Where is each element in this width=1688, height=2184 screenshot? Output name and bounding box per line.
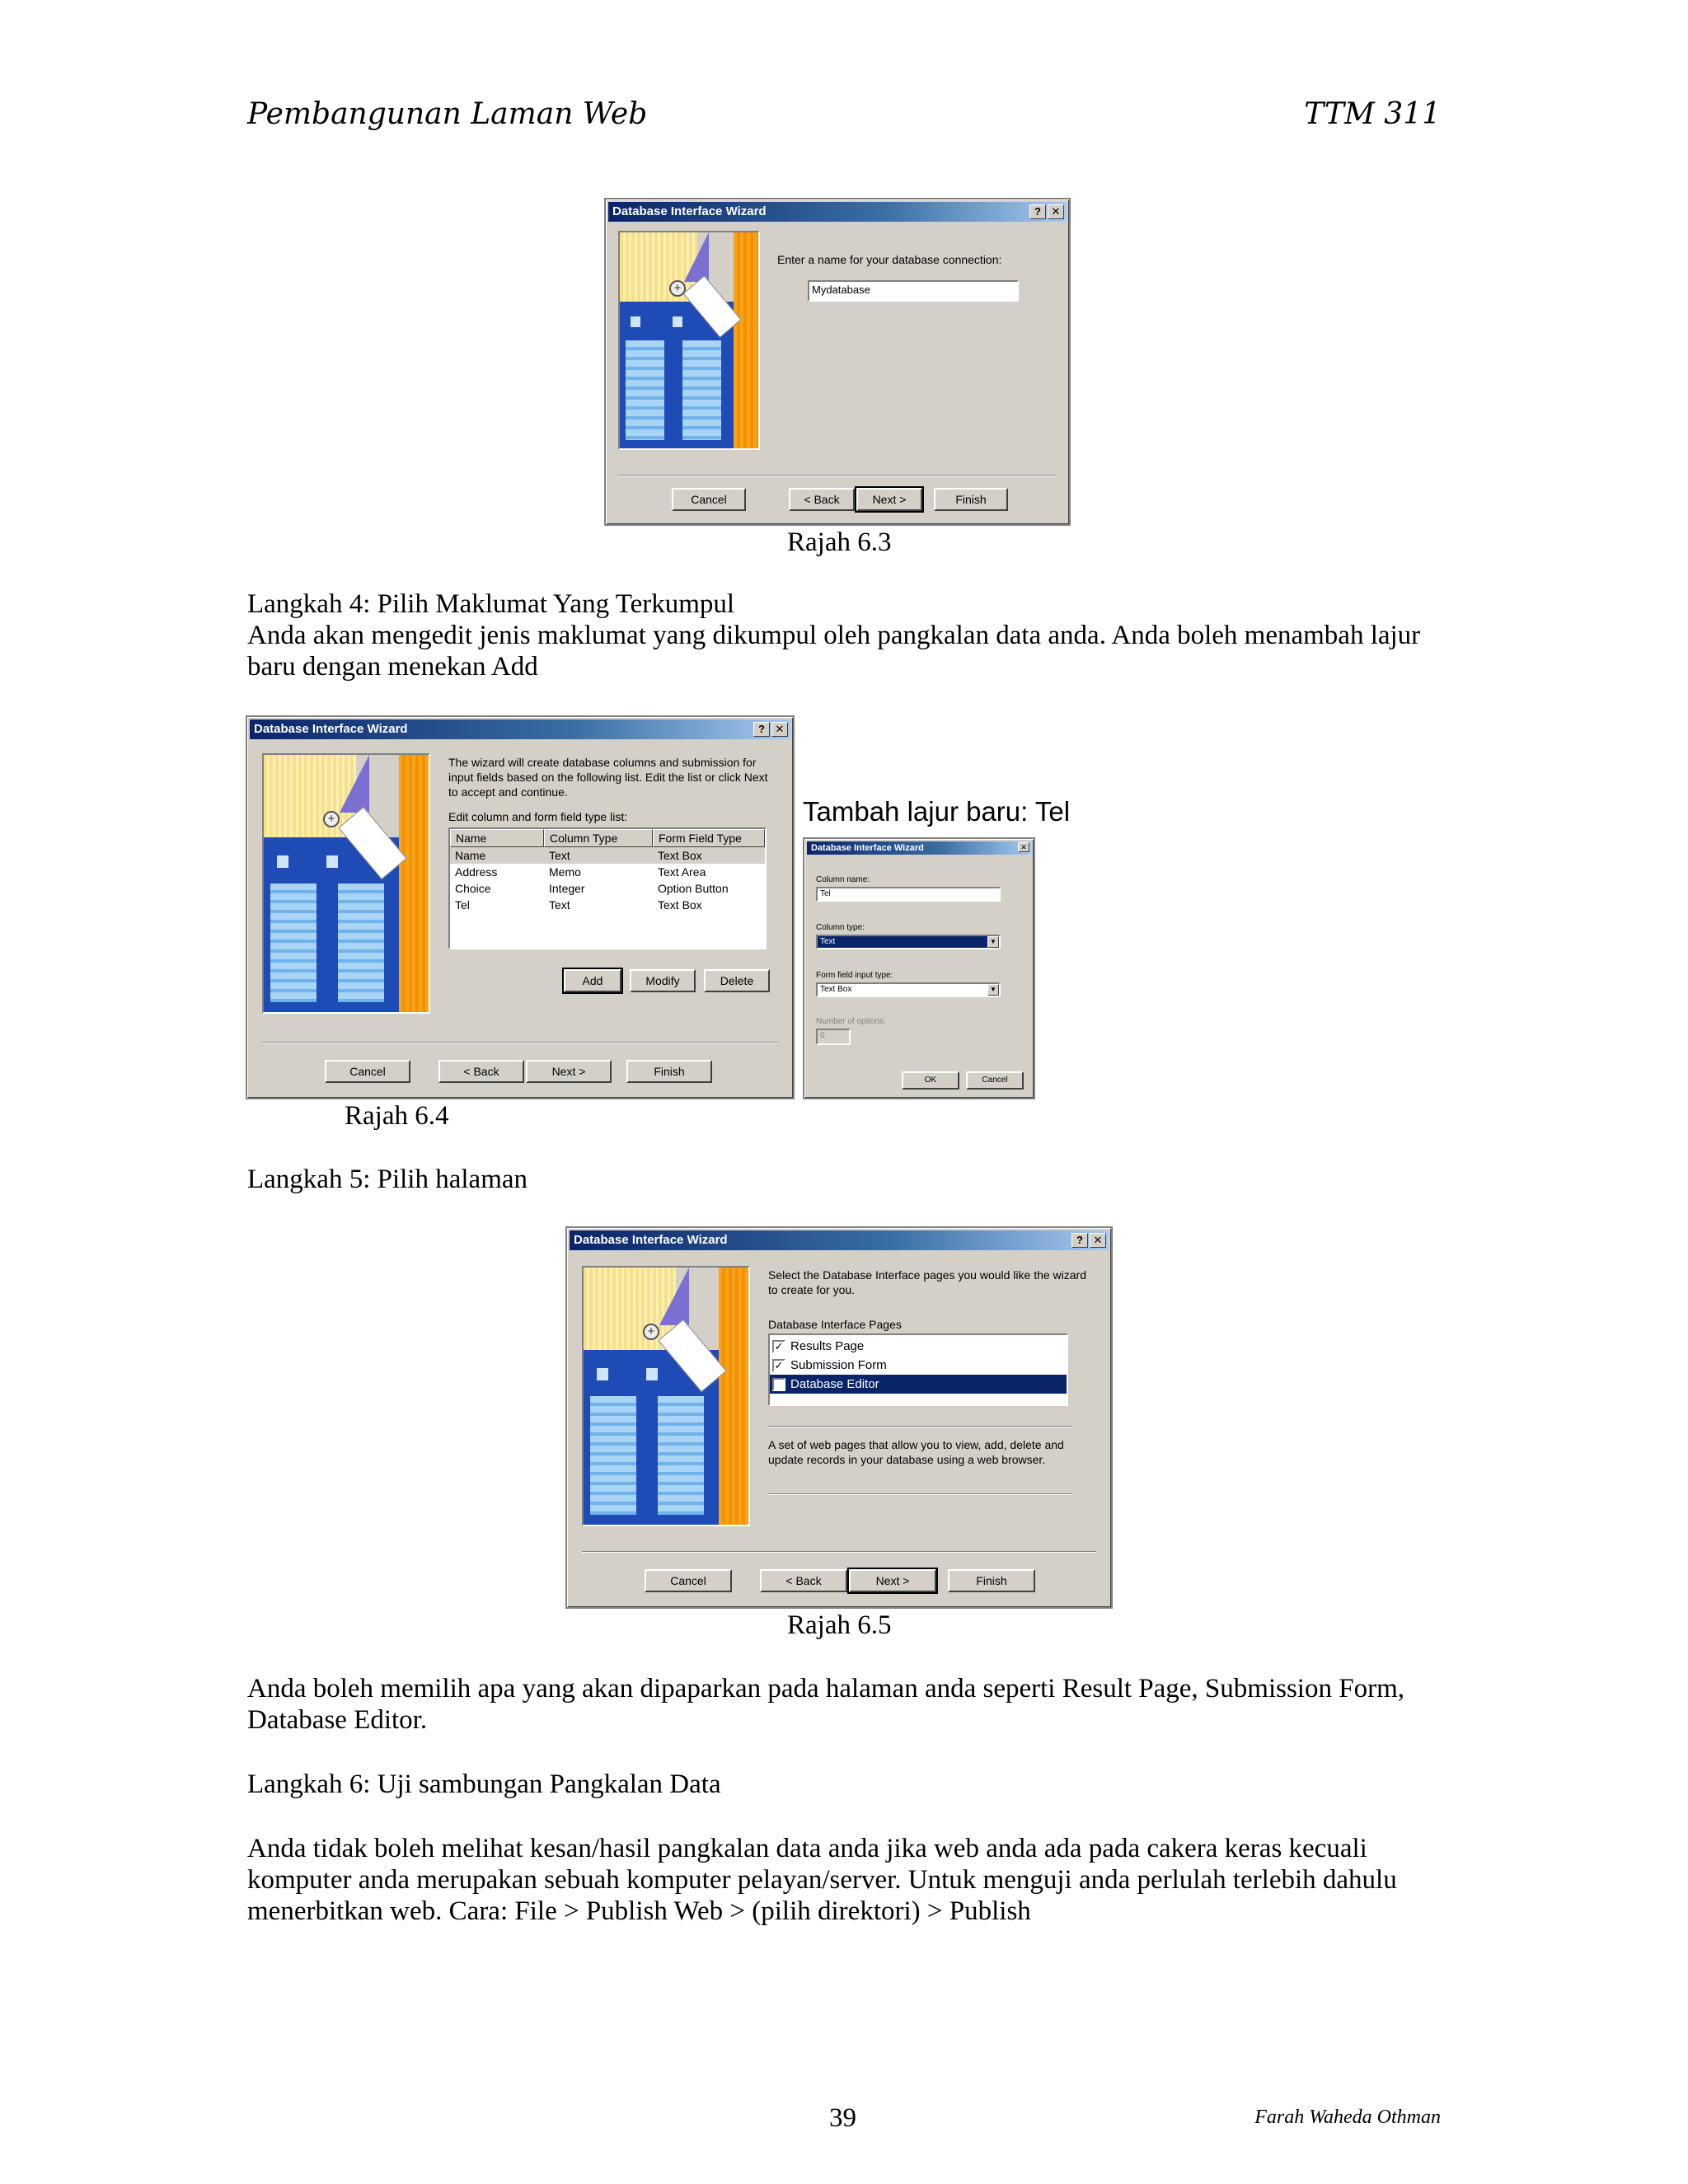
dialog-titlebar: Database Interface Wizard	[250, 719, 790, 739]
help-button[interactable]: ?	[1071, 1233, 1088, 1248]
modify-button[interactable]: Modify	[630, 969, 696, 992]
list-item[interactable]: Address Memo Text Area	[455, 865, 706, 879]
connection-name-prompt: Enter a name for your database connection:	[777, 253, 1002, 266]
close-button[interactable]: ✕	[1090, 1233, 1106, 1248]
pages-group-label: Database Interface Pages	[768, 1318, 902, 1331]
list-item[interactable]: Choice Integer Option Button	[455, 882, 729, 895]
connection-name-input[interactable]: Mydatabase	[808, 280, 1019, 302]
column-header-name[interactable]: Name	[450, 829, 544, 847]
paragraph-page-options: Anda boleh memilih apa yang akan dipaparkan pada halaman anda seperti Result Page, Submission Form, Database Editor.	[247, 1674, 1404, 1735]
page-option-submission[interactable]: ✓ Submission Form	[770, 1356, 1067, 1375]
add-column-dialog	[803, 837, 1035, 1099]
dialog-titlebar: Database Interface Wizard	[608, 202, 1067, 222]
paragraph-publish: Anda tidak boleh melihat kesan/hasil pangkalan data anda jika web anda ada pada cakera keras kecuali komputer anda merupakan sebuah komputer pelayan/server. Untuk menguji anda perlulah terlebih dahulu menerbitkan web. Cara: File > Publish Web > (pilih direktori) > Publish	[247, 1834, 1397, 1926]
column-field-list[interactable]	[448, 827, 767, 949]
step-6-heading: Langkah 6: Uji sambungan Pangkalan Data	[247, 1769, 721, 1799]
help-button[interactable]: ?	[753, 722, 770, 737]
step-5-heading: Langkah 5: Pilih halaman	[247, 1165, 528, 1194]
wizard-dialog-6-5	[565, 1226, 1113, 1609]
back-button[interactable]: < Back	[789, 488, 855, 511]
number-options-label: Number of options:	[816, 1017, 886, 1026]
wizard-illustration: +	[582, 1266, 750, 1526]
finish-button[interactable]: Finish	[948, 1569, 1035, 1592]
next-button[interactable]: Next >	[526, 1060, 612, 1083]
annotation-new-column: Tambah lajur baru: Tel	[803, 796, 1071, 827]
figure-caption-6-3: Rajah 6.3	[787, 527, 892, 557]
form-field-label: Form field input type:	[816, 971, 893, 980]
help-button[interactable]: ?	[1029, 204, 1046, 219]
next-button[interactable]: Next >	[849, 1569, 936, 1592]
column-name-input[interactable]: Tel	[816, 887, 1001, 902]
finish-button[interactable]: Finish	[934, 488, 1008, 511]
column-name-label: Column name:	[816, 875, 870, 884]
checkbox[interactable]: ✓	[772, 1359, 785, 1372]
delete-button[interactable]: Delete	[704, 969, 770, 992]
list-item[interactable]: Name Text Text Box	[450, 847, 765, 864]
pages-checklist[interactable]	[768, 1333, 1068, 1406]
close-button[interactable]: ✕	[1048, 204, 1064, 219]
close-button[interactable]: ✕	[771, 722, 788, 737]
page-option-editor[interactable]: Database Editor	[770, 1375, 1067, 1394]
dropdown-arrow-icon: ▼	[987, 984, 999, 996]
cancel-button[interactable]: Cancel	[966, 1071, 1024, 1090]
footer-author: Farah Waheda Othman	[1254, 2107, 1441, 2128]
checkbox[interactable]	[772, 1378, 785, 1391]
column-header-type[interactable]: Column Type	[544, 829, 653, 847]
dropdown-arrow-icon: ▼	[987, 936, 999, 948]
close-button[interactable]: ✕	[1018, 842, 1029, 852]
page-description: A set of web pages that allow you to view, add, delete and update records in your database using a web browser.	[768, 1438, 1064, 1466]
running-header-title: Pembangunan Laman Web	[247, 97, 648, 131]
figure-caption-6-4: Rajah 6.4	[345, 1101, 449, 1131]
running-header-course: TTM 311	[1304, 97, 1441, 131]
wizard-intro-text: Select the Database Interface pages you would like the wizard to create for you.	[768, 1268, 1087, 1296]
form-field-select[interactable]: Text Box ▼	[816, 982, 1001, 997]
number-options-stepper[interactable]: 0	[816, 1029, 851, 1045]
back-button[interactable]: < Back	[438, 1060, 524, 1083]
page-option-results[interactable]: ✓ Results Page	[770, 1337, 1067, 1356]
list-item[interactable]: Tel Text Text Box	[455, 898, 702, 912]
back-button[interactable]: < Back	[760, 1569, 847, 1592]
add-button[interactable]: Add	[564, 969, 621, 992]
list-label: Edit column and form field type list:	[448, 810, 628, 823]
next-button[interactable]: Next >	[856, 488, 922, 511]
cancel-button[interactable]: Cancel	[672, 488, 746, 511]
page-number: 39	[829, 2103, 856, 2133]
finish-button[interactable]: Finish	[626, 1060, 712, 1083]
wizard-illustration: +	[618, 231, 760, 450]
column-type-label: Column type:	[816, 923, 865, 932]
cancel-button[interactable]: Cancel	[325, 1060, 410, 1083]
wizard-illustration: +	[262, 753, 430, 1014]
cancel-button[interactable]: Cancel	[645, 1569, 732, 1592]
column-type-select[interactable]: Text ▼	[816, 935, 1001, 949]
ok-button[interactable]: OK	[902, 1071, 959, 1090]
step-4-heading: Langkah 4: Pilih Maklumat Yang Terkumpul	[247, 589, 735, 619]
dialog-titlebar: Database Interface Wizard	[807, 841, 1031, 855]
step-4-text: Anda akan mengedit jenis maklumat yang dikumpul oleh pangkalan data anda. Anda boleh menambah lajur baru dengan menekan Add	[247, 621, 1421, 682]
column-header-form-field[interactable]: Form Field Type	[653, 829, 765, 847]
dialog-titlebar: Database Interface Wizard	[570, 1230, 1109, 1250]
wizard-dialog-6-3	[604, 198, 1071, 526]
figure-caption-6-5: Rajah 6.5	[787, 1610, 892, 1640]
checkbox[interactable]: ✓	[772, 1340, 785, 1353]
wizard-intro-text: The wizard will create database columns and submission for input fields based on the following list. Edit the list or click Next to accept and continue.	[448, 756, 768, 799]
wizard-dialog-6-4	[246, 715, 795, 1099]
